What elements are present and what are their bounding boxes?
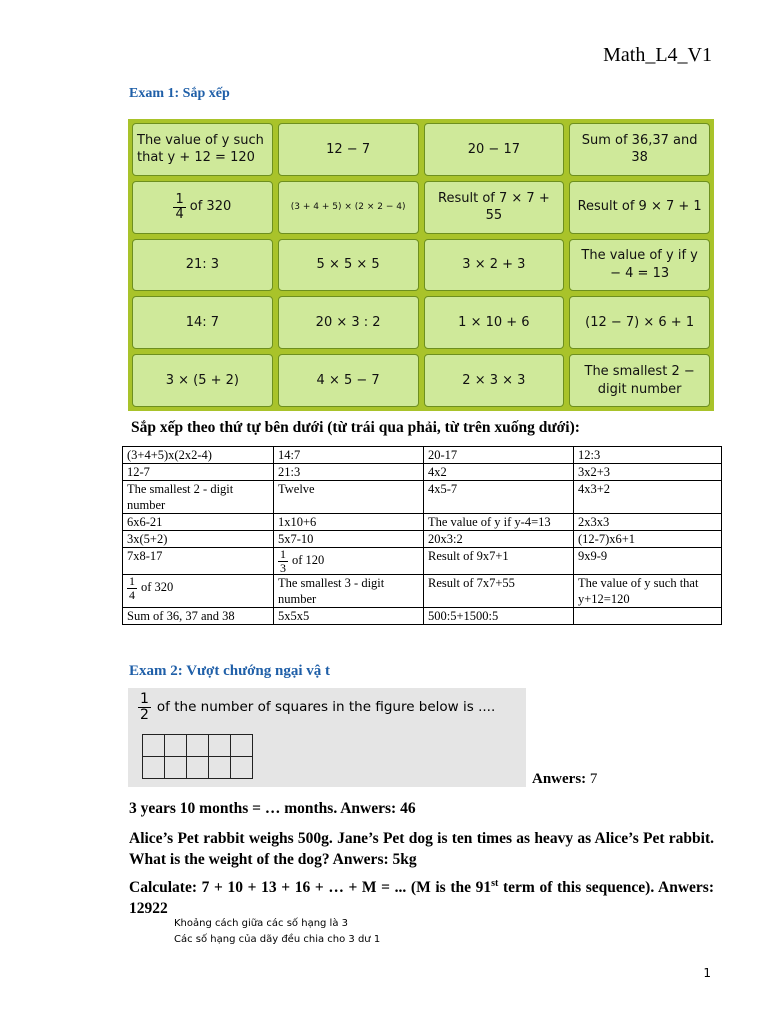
fraction-den: 4: [129, 587, 135, 602]
fraction: [278, 548, 288, 574]
cell-text: The smallest 2 - digit number: [127, 482, 234, 512]
fraction: [173, 193, 185, 221]
card-text: 4 × 5 − 7: [316, 372, 380, 388]
table-cell: [123, 481, 274, 514]
table-cell: [123, 531, 274, 548]
answer-value: 5kg: [392, 851, 417, 868]
exam2-title: Exam 2: Vượt chướng ngại vậ t: [129, 663, 331, 679]
cell-text: 14:7: [278, 448, 301, 462]
table-cell: [574, 531, 722, 548]
cell-text: 5x5x5: [278, 609, 310, 624]
card-text: 14: 7: [185, 315, 220, 331]
cell-text: (12-7)x6+1: [578, 532, 636, 546]
card-cell: [278, 123, 419, 176]
table-cell: [424, 447, 574, 464]
card-cell: [278, 181, 419, 234]
card-cell: [569, 181, 710, 234]
fraction: [127, 575, 137, 601]
card-cell: [132, 123, 273, 176]
cell-text: Sum of 36, 37 and 38: [127, 609, 235, 624]
fraction-num: 1: [175, 192, 184, 208]
cell-text: of 120: [292, 552, 325, 567]
card-text: 3 × 2 + 3: [462, 257, 526, 273]
card-text: 2 × 3 × 3: [462, 372, 526, 388]
table-row: [123, 608, 722, 625]
cell-text: 9x9-9: [578, 549, 608, 563]
card-text: Result of 9 × 7 + 1: [577, 199, 702, 215]
cell-text: 4x5-7: [428, 482, 458, 496]
fraction-den: 2: [140, 706, 149, 723]
fraction-one-half: [138, 692, 151, 722]
cell-text: 6x6-21: [127, 515, 163, 529]
fraction-den: 4: [175, 206, 184, 222]
cell-text: 2x3x3: [578, 515, 610, 529]
card-text: 3 × (5 + 2): [165, 372, 240, 388]
table-row: [123, 531, 722, 548]
cell-text: 7x8-17: [127, 549, 163, 563]
table-cell: [574, 481, 722, 514]
fraction-num: 1: [140, 691, 149, 707]
table-cell: [274, 514, 424, 531]
card-cell: [132, 354, 273, 407]
answer-1: [532, 771, 597, 788]
card-text: The value of y such that y + 12 = 120: [137, 132, 264, 166]
card-cell: [424, 296, 565, 349]
square: [187, 735, 209, 757]
card-cell: [424, 239, 565, 292]
square: [143, 735, 165, 757]
cell-text: 3x(5+2): [127, 532, 168, 546]
cell-text: The value of y such that y+12=120: [578, 576, 699, 607]
table-row: [123, 447, 722, 464]
card-cell: [278, 354, 419, 407]
cell-text: The value of y if y-4=13: [428, 515, 551, 529]
card-cell: [278, 296, 419, 349]
cell-text: 20x3:2: [428, 532, 463, 546]
cell-text: 500:5+1500:5: [428, 609, 499, 624]
card-cell: [424, 354, 565, 407]
cell-text: 20-17: [428, 448, 458, 462]
card-text: The smallest 2 − digit number: [584, 364, 695, 397]
table-row: [123, 514, 722, 531]
cell-text: of 320: [141, 580, 174, 595]
table-row: [123, 548, 722, 575]
figure-question: [138, 692, 495, 722]
square: [209, 735, 231, 757]
table-cell: [424, 514, 574, 531]
card-text: Sum of 36,37 and 38: [581, 132, 698, 166]
cell-text: 12:3: [578, 448, 601, 462]
cell-text: The smallest 3 - digit number: [278, 576, 385, 607]
square: [143, 757, 165, 779]
table-row: [123, 464, 722, 481]
fraction-den: 3: [280, 560, 286, 575]
cell-text: Result of 9x7+1: [428, 549, 509, 563]
table-cell: [274, 575, 424, 608]
table-cell: [123, 447, 274, 464]
table-cell: [123, 575, 274, 608]
table-cell: [123, 608, 274, 625]
question-3: [129, 828, 714, 870]
ordering-instruction: Sắp xếp theo thứ tự bên dưới (từ trái qua phải, từ trên xuống dưới):: [131, 419, 580, 436]
card-text: The value of y if y − 4 = 13: [581, 248, 698, 281]
card-cell: [569, 123, 710, 176]
card-text: 21: 3: [185, 257, 220, 273]
card-cell: [132, 239, 273, 292]
square: [165, 757, 187, 779]
question-text: Calculate: 7 + 10 + 13 + 16 + … + M = ... (M is the 91: [129, 879, 492, 897]
table-cell: [274, 481, 424, 514]
table-cell: [424, 531, 574, 548]
answer-value: 46: [400, 800, 416, 817]
hint-note-2: Các số hạng của dãy đều chia cho 3 dư 1: [174, 934, 381, 945]
answer-label: Anwers:: [532, 771, 587, 787]
answer-label: Anwers:: [332, 851, 389, 868]
card-cell: [132, 181, 273, 234]
ordering-table: [122, 446, 722, 625]
table-cell: [424, 464, 574, 481]
card-text: 12 − 7: [326, 141, 371, 157]
table-cell: [574, 514, 722, 531]
exam1-card-grid: [128, 119, 714, 411]
cell-text: 12-7: [127, 465, 150, 479]
cell-text: (3+4+5)x(2x2-4): [127, 448, 212, 462]
table-cell: [574, 447, 722, 464]
cell-text: 21:3: [278, 465, 301, 479]
table-cell: [574, 575, 722, 608]
answer-label: Anwers:: [658, 879, 714, 897]
table-cell: [574, 548, 722, 575]
squares-figure: [128, 688, 526, 787]
question-2: [129, 798, 714, 819]
square-grid: [142, 734, 253, 779]
table-cell: [123, 514, 274, 531]
card-text: (3 + 4 + 5) × (2 × 2 − 4): [290, 202, 406, 213]
table-cell: [424, 608, 574, 625]
table-cell: [123, 548, 274, 575]
square: [231, 757, 253, 779]
card-text: Result of 7 × 7 + 55: [438, 190, 550, 224]
table-cell: [274, 548, 424, 575]
cell-text: 3x2+3: [578, 465, 611, 479]
page-number: 1: [703, 966, 711, 980]
answer-value: 12922: [129, 900, 168, 918]
card-cell: [132, 296, 273, 349]
cell-text: 5x7-10: [278, 532, 314, 546]
cell-text: 4x2: [428, 465, 447, 479]
document-code: Math_L4_V1: [603, 44, 712, 66]
cell-text: 4x3+2: [578, 482, 611, 496]
question-text: Alice’s Pet rabbit weighs 500g. Jane’s Pet dog is ten times as heavy as Alice’s Pet rabbit. What is the weight of the dog?: [129, 830, 714, 868]
table-cell: [574, 464, 722, 481]
question-text: 3 years 10 months = … months.: [129, 800, 338, 817]
table-cell: [123, 464, 274, 481]
fraction-num: 1: [129, 574, 135, 589]
card-cell: [569, 354, 710, 407]
answer-label: Anwers:: [340, 800, 397, 817]
card-text: of 320: [189, 199, 232, 215]
square: [231, 735, 253, 757]
table-cell: [274, 608, 424, 625]
card-text: 1 × 10 + 6: [458, 315, 530, 331]
table-cell: [424, 548, 574, 575]
ordinal-suffix: st: [491, 878, 499, 889]
card-cell: [424, 181, 565, 234]
table-cell: [274, 531, 424, 548]
table-row: [123, 481, 722, 514]
table-row: [123, 575, 722, 608]
table-cell: [424, 575, 574, 608]
table-cell: [274, 464, 424, 481]
square: [187, 757, 209, 779]
cell-text: 1x10+6: [278, 515, 317, 529]
card-text: 20 − 17: [467, 141, 520, 157]
card-cell: [569, 239, 710, 292]
square: [209, 757, 231, 779]
question-4: [129, 873, 714, 919]
card-cell: [424, 123, 565, 176]
table-cell: [424, 481, 574, 514]
table-cell: [574, 608, 722, 625]
hint-note-1: Khoảng cách giữa các số hạng là 3: [174, 918, 349, 929]
card-cell: [569, 296, 710, 349]
card-cell: [278, 239, 419, 292]
square: [165, 735, 187, 757]
card-text: 20 × 3 : 2: [315, 315, 381, 331]
card-text: (12 − 7) × 6 + 1: [585, 315, 695, 331]
question-text-end: term of this sequence).: [498, 879, 655, 897]
table-cell: [274, 447, 424, 464]
fraction-num: 1: [280, 547, 286, 561]
cell-text: Result of 7x7+55: [428, 576, 515, 591]
exam1-title: Exam 1: Sắp xếp: [129, 86, 230, 101]
figure-question-text: of the number of squares in the figure below is ....: [156, 699, 496, 716]
card-text: 5 × 5 × 5: [316, 257, 380, 273]
cell-text: Twelve: [278, 482, 315, 496]
answer-value: 7: [589, 771, 598, 787]
